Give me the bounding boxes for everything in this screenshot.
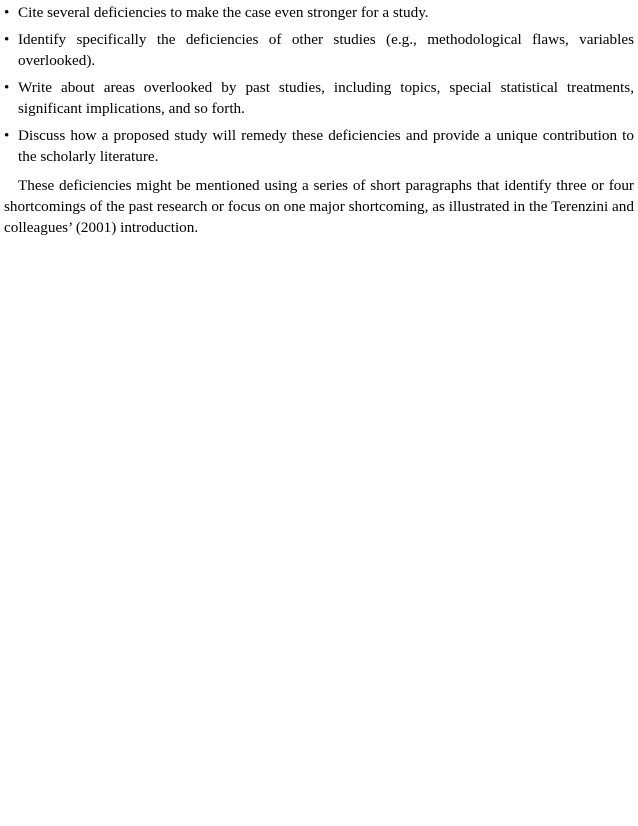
bullet-icon: • bbox=[4, 79, 10, 96]
bullet-icon: • bbox=[4, 4, 10, 21]
bullet-text: Discuss how a proposed study will remedy these deficiencies and provide a unique contribution to the scholarly literature. bbox=[18, 127, 634, 165]
bullet-item-discuss bbox=[4, 125, 634, 167]
deficiency-bullet-list bbox=[4, 2, 634, 167]
bullet-icon: • bbox=[4, 31, 10, 48]
bullet-item-write bbox=[4, 77, 634, 119]
bullet-icon: • bbox=[4, 127, 10, 144]
bullet-item-cite bbox=[4, 2, 634, 23]
bullet-text: Cite several deficiencies to make the case even stronger for a study. bbox=[18, 4, 429, 21]
bullet-text: Write about areas overlooked by past studies, including topics, special statistical treatments, significant implications, and so forth. bbox=[18, 79, 634, 117]
body-paragraph: These deficiencies might be mentioned using a series of short paragraphs that identify three or four shortcomings of the past research or focus on one major shortcoming, as illustrated in the Terenzini and colleagues’ (2001) introduction. bbox=[4, 177, 634, 236]
bullet-item-identify bbox=[4, 29, 634, 71]
bullet-text: Identify specifically the deficiencies of other studies (e.g., methodological flaws, variables overlooked). bbox=[18, 31, 634, 69]
